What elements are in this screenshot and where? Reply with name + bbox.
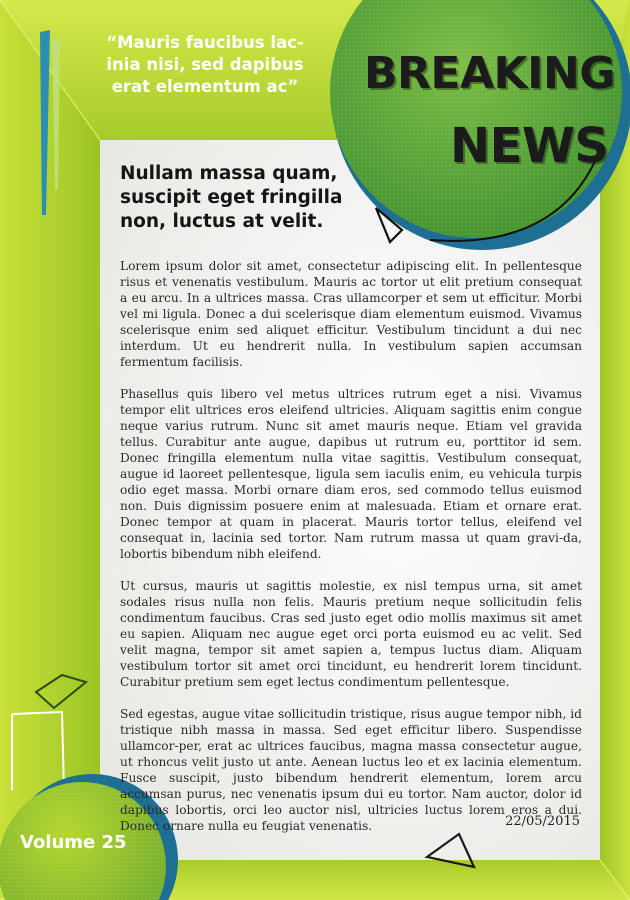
paragraph: Sed egestas, augue vitae sollicitudin tristique, risus augue tempor nibh, id tristique nibh massa in massa. Sed eget efficitur libero. Suspendisse ullamcor-per, erat ac ultrices faucibus, magna massa consectetur augue, ut rhoncus velit justo ut ante. Aenean luctus leo et ex lacinia elementum. Fusce suscipit, justo bibendum hendrerit elementum, lorem arcu accumsan purus, nec venenatis ipsum dui eu tortor. Nam auctor, dolor id dapibus lobortis, orci leo auctor nisl, ultricies luctus lorem eros a dui. Donec ornare nulla eu feugiat venenatis.: [120, 707, 582, 833]
article-headline: Nullam massa quam, suscipit eget fringilla non, luctus at velit.: [120, 163, 343, 232]
paragraph: Lorem ipsum dolor sit amet, consectetur adipiscing elit. In pellentesque risus et venenatis vestibulum. Mauris ac tortor ut elit pretium consequat a eu arcu. In a ultrices massa. Cras ullamcorper et sem ut efficitur. Morbi vel mi ligula. Donec a dui scelerisque diam elementum euismod. Vivamus scelerisque enim sed aliquet efficitur. Vestibulum tincidunt a dui nec interdum. Ut eu hendrerit nulla. In vestibulum sapien accumsan fermentum facilisis.: [120, 259, 582, 369]
issue-date: 22/05/2015: [505, 814, 580, 829]
volume-label: Volume 25: [20, 832, 127, 853]
breaking-label: BREAKING: [364, 48, 615, 99]
paragraph: Ut cursus, mauris ut sagittis molestie, ex nisl tempus urna, sit amet sodales risus nulla non felis. Mauris pretium neque sollicitudin felis condimentum faucibus. Cras sed justo eget odio mollis maximus sit amet eu sapien. Aliquam nec augue eget orci porta euismod eu ac velit. Sed velit magna, tempor sit amet sapien a, tempus luctus diam. Aliquam vestibulum tortor sit amet orci tincidunt, eu hendrerit lorem tincidunt. Curabitur pretium sem eget lectus condimentum pellentesque.: [120, 579, 582, 689]
paragraph: Phasellus quis libero vel metus ultrices rutrum eget a nisi. Vivamus tempor elit ultrices eros eleifend ultricies. Aliquam sagittis enim congue neque varius rutrum. Nunc sit amet mauris neque. Etiam vel gravida tellus. Curabitur ante augue, dapibus ut rutrum eu, porttitor id sem. Donec fringilla elementum nulla vitae sagittis. Vestibulum consequat, augue id laoreet pellentesque, ligula sem iaculis enim, eu vehicula turpis odio eget massa. Morbi ornare diam eros, sed commodo tellus euismod non. Duis dignissim posuere enim at malesuada. Etiam et ornare erat. Donec tempor at quam in placerat. Mauris tortor tellus, eleifend vel consequat in, lacinia sed tortor. Nam rutrum massa ut quam gravi-da, lobortis bibendum nibh eleifend.: [120, 387, 582, 561]
pull-quote: “Mauris faucibus lac-inia nisi, sed dapibus erat elementum ac”: [106, 33, 304, 96]
article-body: [120, 258, 582, 850]
news-label: NEWS: [450, 118, 609, 174]
